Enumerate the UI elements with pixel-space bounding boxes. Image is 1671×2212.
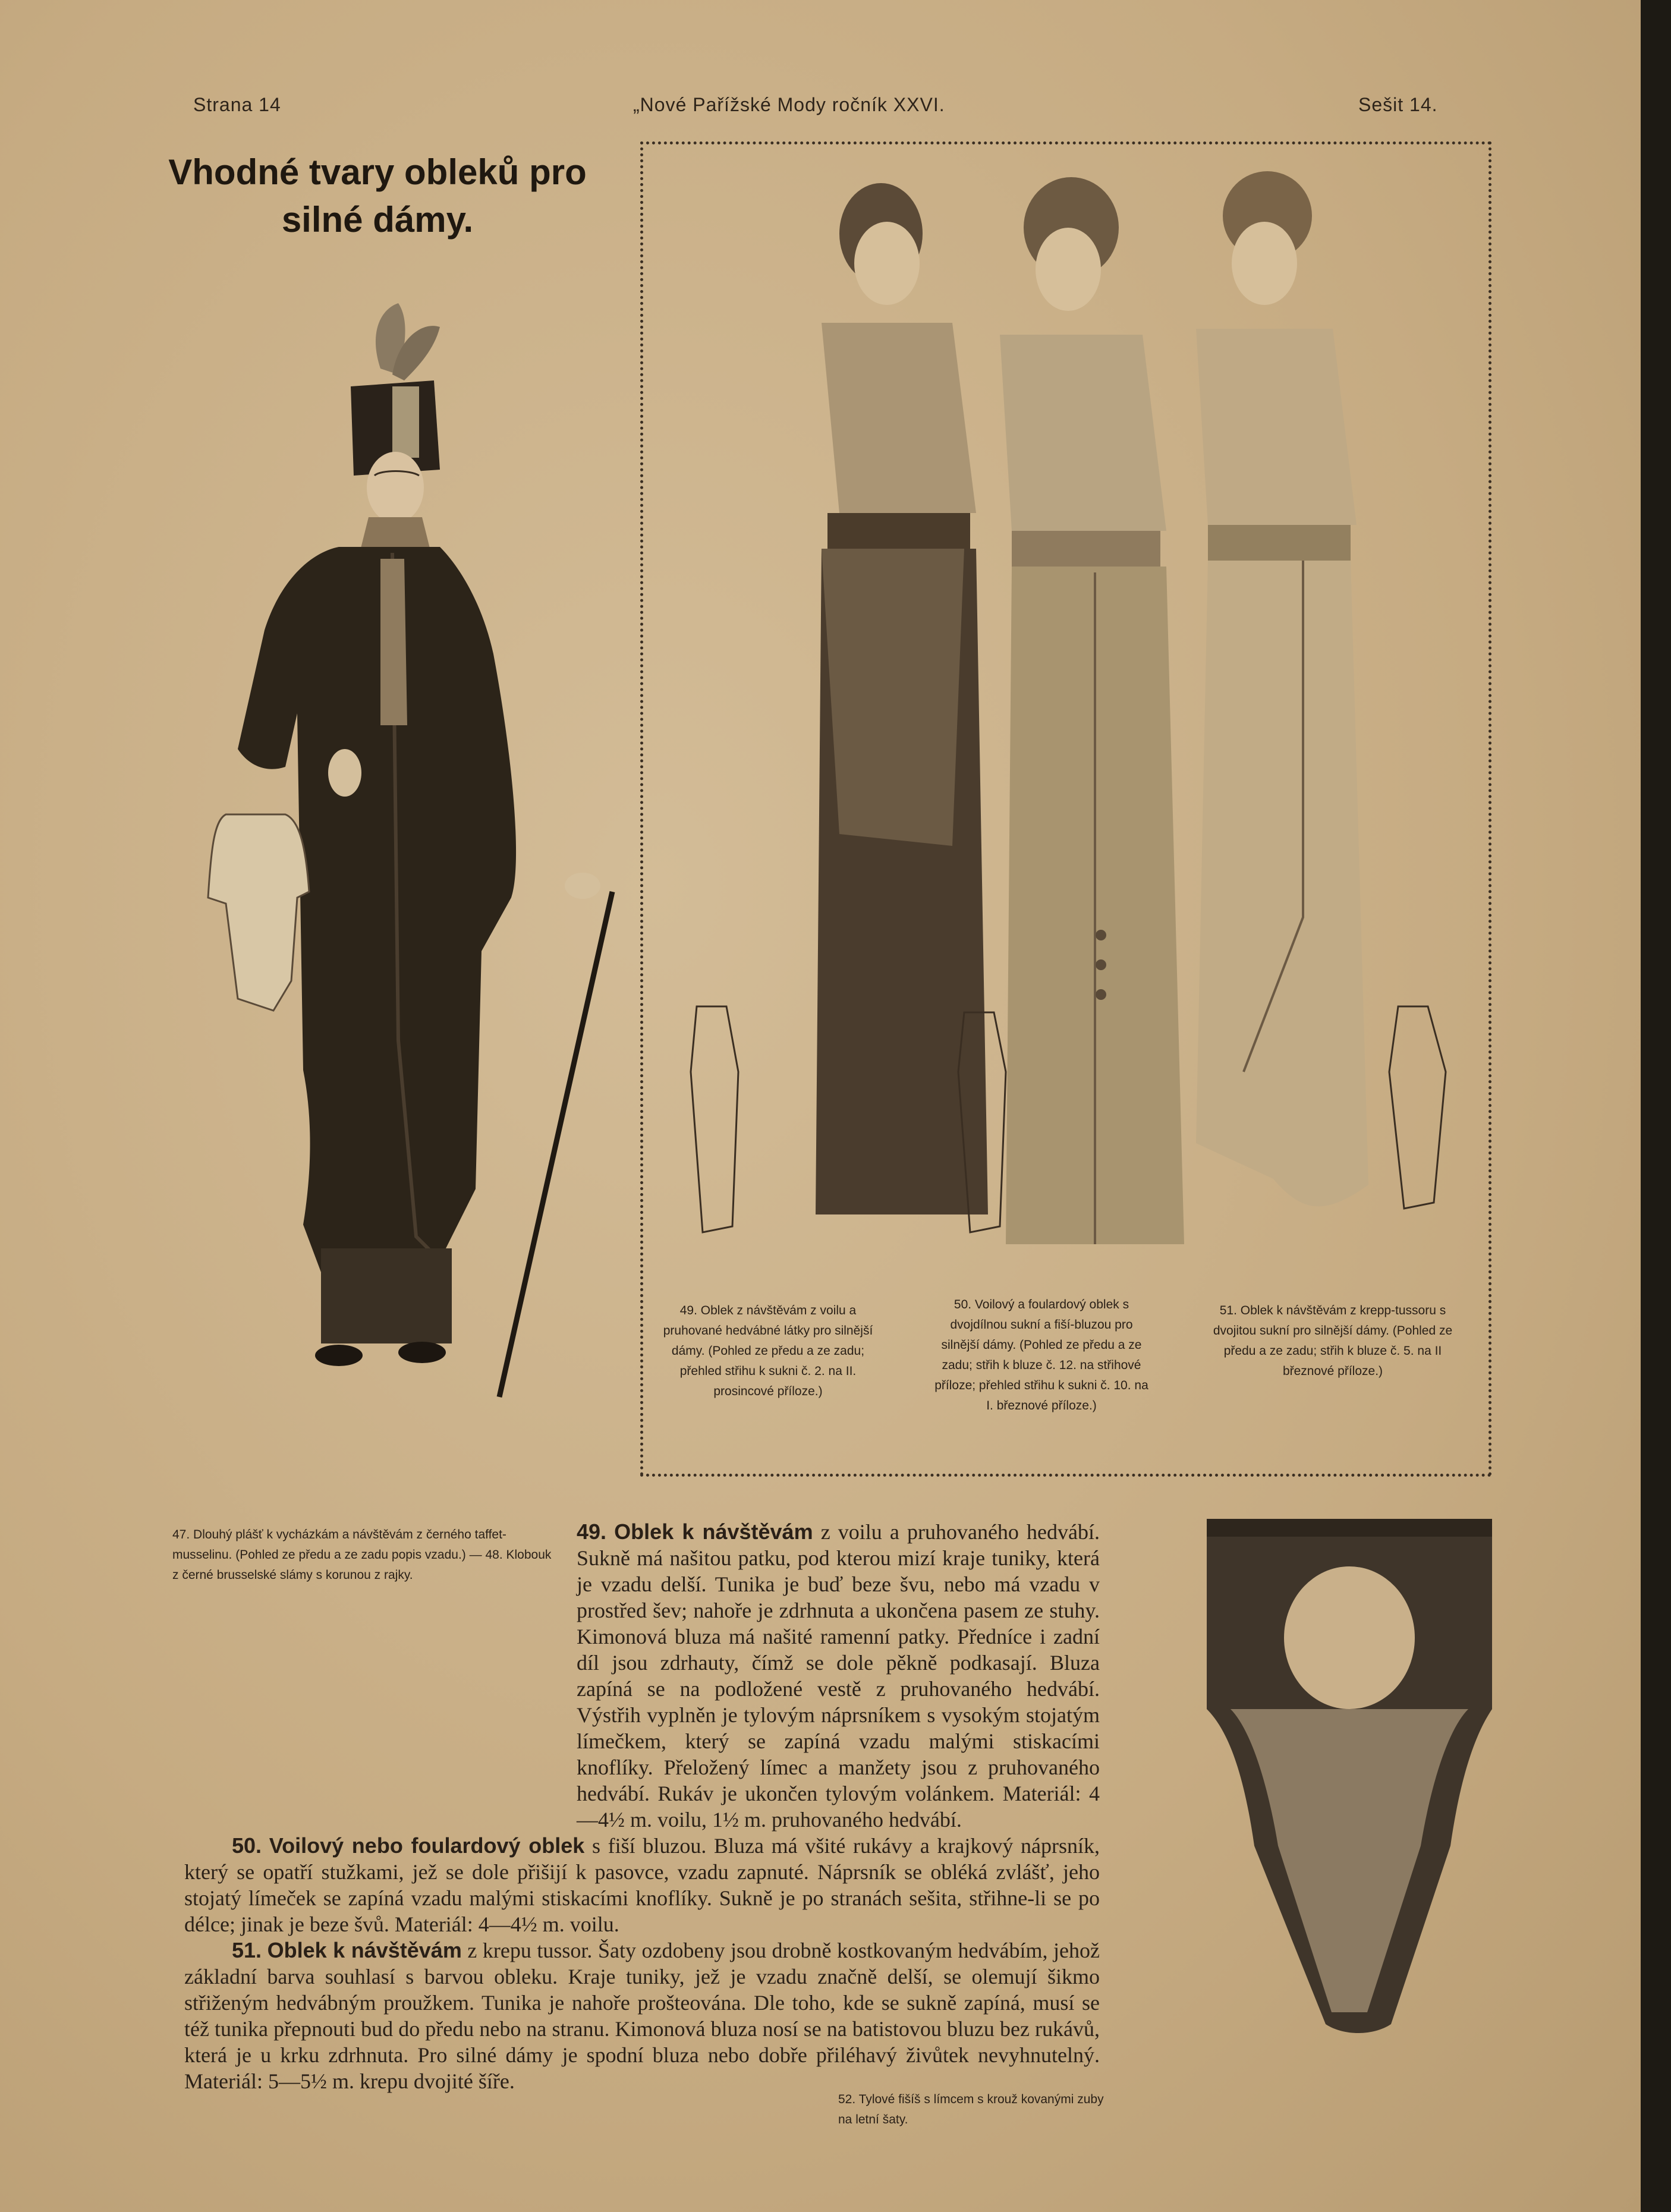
paragraph-51: [184, 1937, 1100, 2094]
title-line-2: silné dámy.: [281, 200, 474, 240]
paragraph-49-text: z voilu a pruhovaného hedvábí. Sukně má našitou patku, pod kterou mizí kraje tuniky, která je vzadu delší. Tunika je buď beze švu, nebo má vzadu v prostřed šev; nahoře je zdrhnuta a ukončena pasem ze stuhy. Kimonová bluza má našité ramenní patky. Předníce i zadní díl jsou zdrhauty, čímž se dole pěkně podkasají. Bluza zapíná se na podložené vestě z pruhovaného hedvábí. Výstřih vyplněn je tylovým náprsníkem s vysokým stojatým límečkem, který se zapíná vzadu malými stiskacími knoflíky. Přeložený límec a manžety jsou z pruhovaného hedvábí. Rukáv je ukončen tylovým volánkem. Materiál: 4—4½ m. voilu, 1½ m. pruhovaného hedvábí.: [577, 1520, 1100, 1832]
caption-51: 51. Oblek k návštěvám z krepp-tussoru s dvojitou sukní pro silnější dámy. (Pohled ze předu a ze zadu; střih k bluze č. 5. na II březnové příloze.): [1213, 1304, 1453, 1378]
binding-edge: [1641, 0, 1671, 2212]
caption-52: 52. Tylové fišíš s límcem s krouž kovanými zuby na letní šaty.: [838, 2093, 1104, 2126]
paragraph-50-text: s fiší bluzou. Bluza má všité rukávy a krajkový náprsník, který se opatří stužkami, jež se dole přišijí k pasovce, vzadu zapnuté. Náprsník se obléká zvlášť, jeho stojatý límeček se zapíná vzadu malými stiskacími knoflíky. Sukně je po stranách sešita, střihne-li se po délce; jinak je beze švů. Materiál: 4—4½ m. voilu.: [184, 1834, 1100, 1936]
paragraph-49: [184, 1519, 1100, 1833]
paragraph-50: [184, 1833, 1100, 1937]
three-dresses-plate: [643, 144, 1489, 1274]
paragraph-51-heading: Oblek k návštěvám: [267, 1938, 462, 1962]
page-number: Strana 14: [193, 94, 281, 115]
paragraph-50-number: 50.: [232, 1833, 262, 1858]
paragraph-49-number: 49.: [577, 1519, 607, 1544]
paragraph-49-heading: Oblek k návštěvám: [614, 1519, 813, 1544]
paragraph-51-text: z krepu tussor. Šaty ozdobeny jsou drobně kostkovaným hedvábím, jehož základní barva souhlasí s barvou obleku. Kraje tuniky, jež je vzadu značně delší, se olemují šikmo střiženým hedvábným proužkem. Tunika je nahoře prošteována. Dle toho, kde se sukně zapíná, musí se též tunika přepnouti bud do předu nebo na stranu. Kimonová bluza nosí se na batistovou bluzu bez rukávů, která je u krku zdrhnuta. Pro silné dámy je spodní bluza nebo dobře přiléhavý živůtek nevyhnutelný. Materiál: 5—5½ m. krepu dvojité šíře.: [184, 1939, 1100, 2093]
title-line-1: Vhodné tvary obleků pro: [168, 152, 587, 192]
caption-47-48: 47. Dlouhý plášť k vycházkám a návštěvám z černého taffet-musselinu. (Pohled ze předu a ze zadu popis vzadu.) — 48. Klobouk z černé brusselské slámy s korunou z rajky.: [172, 1528, 552, 1582]
caption-49: 49. Oblek z návštěvám z voilu a pruhované hedvábné látky pro silnější dámy. (Pohled ze předu a ze zadu; přehled střihu k sukni č. 2. na II. prosincové příloze.): [663, 1304, 873, 1398]
paragraph-51-number: 51.: [232, 1938, 262, 1962]
illustration-plate: [640, 141, 1491, 1477]
coat-figure: [202, 297, 630, 1427]
journal-title: „Nové Pařížské Mody ročník XXVI.: [633, 94, 945, 115]
page-title: [149, 149, 606, 244]
paragraph-50-heading: Voilový nebo foulardový oblek: [269, 1833, 585, 1858]
article-body: [184, 1519, 1100, 2094]
issue-number: Sešit 14.: [1358, 94, 1438, 115]
tulle-collar: [1195, 1513, 1504, 2066]
caption-50: 50. Voilový a foulardový oblek s dvojdílnou sukní a fiší-bluzou pro silnější dámy. (Pohled ze předu a ze zadu; střih k bluze č. 12. na střihové příloze; přehled střihu k sukni č. 10. na I. březnové příloze.): [934, 1298, 1148, 1412]
